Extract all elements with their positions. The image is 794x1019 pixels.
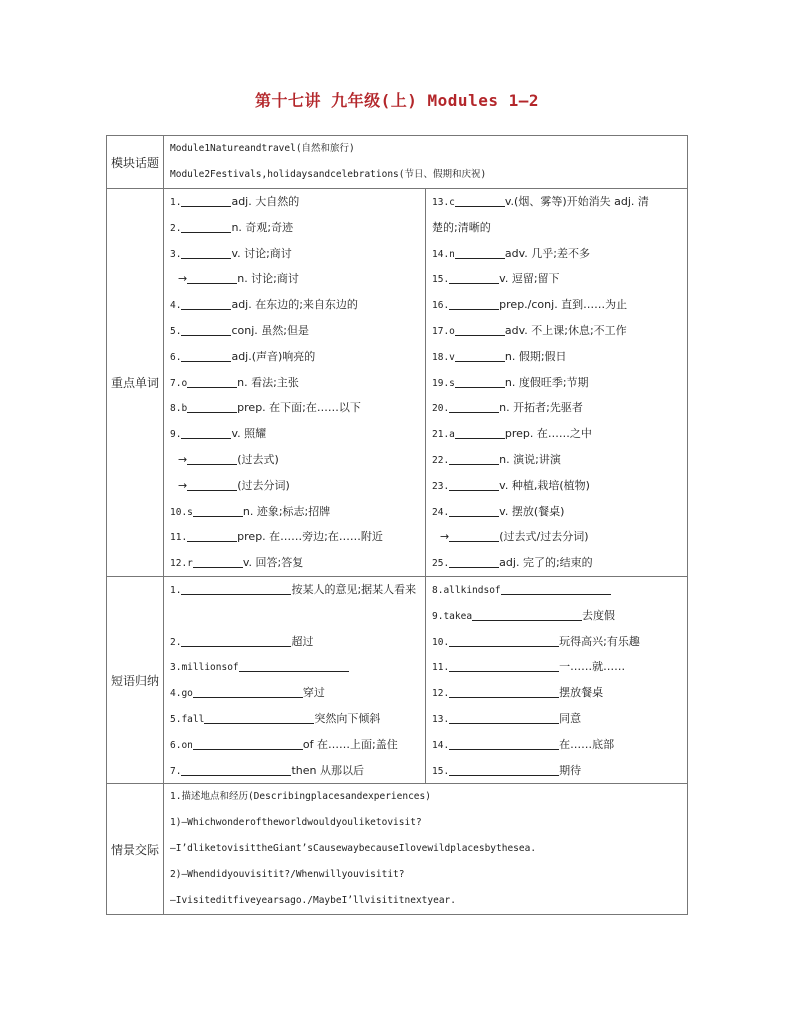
answer-blank[interactable] — [449, 685, 559, 698]
vocab-item: 3. v. 讨论;商讨 — [170, 246, 292, 260]
answer-blank[interactable] — [181, 634, 291, 647]
answer-blank[interactable] — [455, 323, 505, 336]
answer-blank[interactable] — [181, 220, 231, 233]
vocab-item: → n. 讨论;商讨 — [178, 272, 299, 286]
answer-blank[interactable] — [449, 555, 499, 568]
phrases-row — [107, 576, 688, 783]
phrase-item: 12. 摆放餐桌 — [432, 686, 604, 700]
answer-blank[interactable] — [187, 271, 237, 284]
answer-blank[interactable] — [187, 375, 237, 388]
answer-blank[interactable] — [181, 426, 231, 439]
answer-blank[interactable] — [449, 634, 559, 647]
vocab-item: 21.a prep. 在……之中 — [432, 427, 592, 441]
scene-line: 1.描述地点和经历(Describingplacesandexperiences) — [170, 791, 431, 803]
vocab-item: 20. n. 开拓者;先驱者 — [432, 401, 583, 415]
vocab-item: 25. adj. 完了的;结束的 — [432, 556, 593, 570]
answer-blank[interactable] — [449, 763, 559, 776]
phrase-item: 6.on of 在……上面;盖住 — [170, 737, 398, 751]
vocab-item: 15. v. 逗留;留下 — [432, 272, 560, 286]
vocab-item: 22. n. 演说;讲演 — [432, 452, 561, 466]
answer-blank[interactable] — [187, 452, 237, 465]
answer-blank[interactable] — [449, 659, 559, 672]
topic-line: Module2Festivals,holidaysandcelebrations(节日、假期和庆祝) — [170, 169, 487, 180]
answer-blank[interactable] — [187, 400, 237, 413]
phrase-item: 14. 在……底部 — [432, 737, 615, 751]
vocab-item: 18.v n. 假期;假日 — [432, 349, 567, 363]
phrase-item: 2. 超过 — [170, 634, 314, 648]
phrase-item: 3.millionsof — [164, 654, 425, 680]
scene-line: 1)—Whichwonderoftheworldwouldyouliketovisit? — [170, 817, 422, 829]
scene-label: 情景交际 — [107, 784, 164, 915]
scene-line: 2)—Whendidyouvisitit?/Whenwillyouvisitit? — [170, 869, 405, 881]
answer-blank[interactable] — [449, 400, 499, 413]
answer-blank[interactable] — [181, 763, 291, 776]
vocab-item: 17.o adv. 不上课;休息;不工作 — [432, 323, 627, 337]
answer-blank[interactable] — [181, 297, 231, 310]
answer-blank[interactable] — [455, 246, 505, 259]
phrase-item: 15. 期待 — [432, 763, 582, 777]
phrase-item: 1. 按某人的意见;据某人看来 — [170, 582, 417, 596]
answer-blank[interactable] — [181, 246, 231, 259]
vocab-item: → (过去式) — [178, 452, 279, 466]
vocab-item: 2. n. 奇观;奇迹 — [170, 220, 294, 234]
scene-line: —Ivisiteditfiveyearsago./MaybeI’llvisititnextyear. — [170, 895, 456, 907]
answer-blank[interactable] — [181, 349, 231, 362]
vocab-item-continued: 楚的;清晰的 — [432, 220, 491, 234]
vocab-label: 重点单词 — [107, 189, 164, 577]
phrase-item: 7. then 从那以后 — [170, 763, 364, 777]
answer-blank[interactable] — [501, 582, 611, 595]
answer-blank[interactable] — [193, 504, 243, 517]
phrases-label: 短语归纳 — [107, 576, 164, 783]
phrase-item: 11. 一……就…… — [432, 660, 626, 674]
answer-blank[interactable] — [181, 582, 291, 595]
vocab-item: 10.s n. 迹象;标志;招牌 — [170, 504, 331, 518]
vocab-right-column — [426, 189, 688, 577]
topic-label: 模块话题 — [107, 136, 164, 189]
phrase-item: 13. 同意 — [432, 711, 582, 725]
vocab-item: 13.c v.(烟、雾等)开始消失 adj. 清 — [432, 195, 649, 208]
vocab-row — [107, 189, 688, 577]
phrases-right-column — [426, 576, 688, 783]
review-table — [106, 135, 688, 915]
answer-blank[interactable] — [181, 323, 231, 336]
phrase-spacer — [164, 603, 425, 629]
vocab-item: 24. v. 摆放(餐桌) — [432, 504, 565, 518]
answer-blank[interactable] — [449, 478, 499, 491]
answer-blank[interactable] — [204, 711, 314, 724]
vocab-item: 12.r v. 回答;答复 — [170, 556, 304, 570]
answer-blank[interactable] — [193, 685, 303, 698]
page-title: 第十七讲 九年级(上) Modules 1—2 — [255, 91, 539, 110]
scene-row — [107, 784, 688, 915]
vocab-item: 14.n adv. 几乎;差不多 — [432, 246, 590, 260]
phrase-item: 9.takea 去度假 — [432, 608, 616, 622]
answer-blank[interactable] — [455, 426, 505, 439]
vocab-item: 8.b prep. 在下面;在……以下 — [170, 401, 361, 415]
answer-blank[interactable] — [472, 608, 582, 621]
vocab-item: → (过去式/过去分词) — [440, 530, 589, 544]
topic-content — [164, 136, 688, 189]
vocab-item: 23. v. 种植,栽培(植物) — [432, 478, 590, 492]
answer-blank[interactable] — [455, 349, 505, 362]
phrase-item: 8.allkindsof — [426, 577, 687, 603]
answer-blank[interactable] — [449, 504, 499, 517]
answer-blank[interactable] — [449, 737, 559, 750]
answer-blank[interactable] — [193, 737, 303, 750]
vocab-item: 19.s n. 度假旺季;节期 — [432, 375, 589, 389]
phrase-item: 10. 玩得高兴;有乐趣 — [432, 634, 640, 648]
vocab-item: 16. prep./conj. 直到……为止 — [432, 298, 628, 312]
answer-blank[interactable] — [449, 271, 499, 284]
vocab-item: 9. v. 照耀 — [170, 427, 267, 441]
vocab-left-column — [164, 189, 426, 577]
phrase-item: 4.go 穿过 — [170, 686, 325, 700]
answer-blank[interactable] — [239, 659, 349, 672]
answer-blank[interactable] — [449, 297, 499, 310]
phrases-left-column — [164, 576, 426, 783]
vocab-item: → (过去分词) — [178, 478, 290, 492]
answer-blank[interactable] — [193, 555, 243, 568]
answer-blank[interactable] — [455, 375, 505, 388]
vocab-item: 6. adj.(声音)响亮的 — [170, 349, 316, 363]
vocab-item: 7.o n. 看法;主张 — [170, 375, 299, 389]
answer-blank[interactable] — [455, 194, 505, 207]
answer-blank[interactable] — [187, 529, 237, 542]
topic-line: Module1Natureandtravel(自然和旅行) — [170, 143, 355, 154]
scene-content — [164, 784, 688, 915]
answer-blank[interactable] — [187, 478, 237, 491]
answer-blank[interactable] — [181, 194, 231, 207]
answer-blank[interactable] — [449, 711, 559, 724]
vocab-item: 11. prep. 在……旁边;在……附近 — [170, 530, 383, 544]
vocab-item: 1. adj. 大自然的 — [170, 195, 300, 208]
topic-row — [107, 136, 688, 189]
scene-line: —I’dliketovisittheGiant’sCausewaybecauseIlovewildplacesbythesea. — [170, 843, 537, 855]
answer-blank[interactable] — [449, 529, 499, 542]
phrase-item: 5.fall 突然向下倾斜 — [170, 711, 381, 725]
vocab-item: 4. adj. 在东边的;来自东边的 — [170, 298, 358, 312]
answer-blank[interactable] — [449, 452, 499, 465]
vocab-item: 5. conj. 虽然;但是 — [170, 323, 309, 337]
